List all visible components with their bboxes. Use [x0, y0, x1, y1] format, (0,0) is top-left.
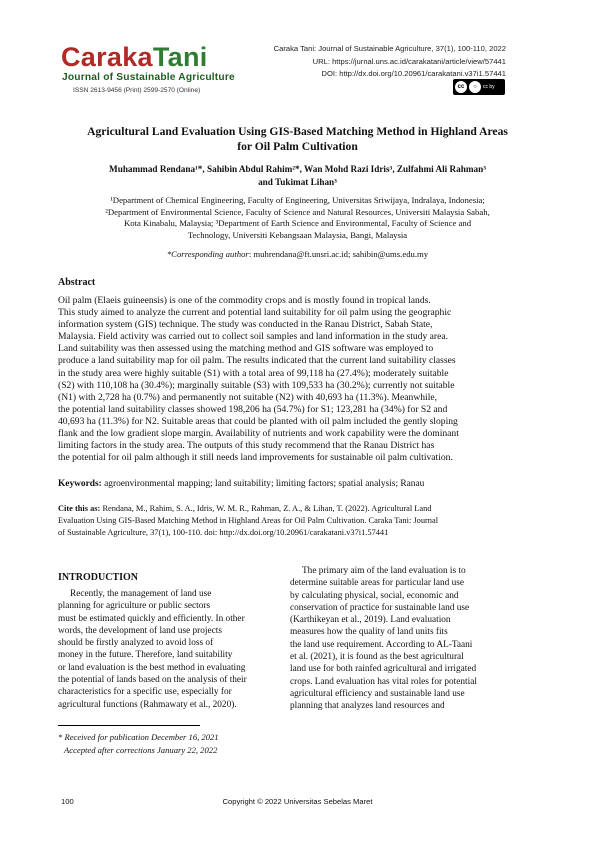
- intro-line: agricultural efficiency and sustainable land use: [290, 688, 465, 699]
- footnote-received: * Received for publication December 16, 2021: [58, 732, 219, 742]
- cite-line: Evaluation Using GIS-Based Matching Method in Highland Areas for Oil Palm Cultivation. Caraka Tani: Journal: [58, 516, 439, 526]
- abstract-line: the potential land suitability classes showed 198,206 ha (54.7%) for S1; 123,281 ha (34%) for S2 and: [58, 403, 448, 415]
- cite-line[interactable]: of Sustainable Agriculture, 37(1), 100-110. doi: http://dx.doi.org/10.20961/carakatani.v37i1.57441: [58, 528, 389, 538]
- abstract-line: Oil palm (Elaeis guineensis) is one of the commodity crops and is mostly found in tropical lands.: [58, 295, 431, 306]
- cite-this-as: [58, 503, 538, 540]
- affiliations: [58, 195, 537, 241]
- journal-logo: [61, 44, 208, 71]
- title-line: Agricultural Land Evaluation Using GIS-Based Matching Method in Highland Areas: [87, 125, 508, 138]
- article-doi[interactable]: DOI: http://dx.doi.org/10.20961/carakatani.v37i1.57441: [321, 69, 506, 78]
- intro-line: the land use requirement. According to AL-Taani: [290, 639, 473, 650]
- cc-icon: cc: [455, 81, 467, 93]
- intro-line: determine suitable areas for particular land use: [290, 578, 464, 589]
- footnote-accepted: Accepted after corrections January 22, 2022: [64, 744, 218, 755]
- footnote-divider: [58, 725, 200, 726]
- authors-line: and Tukimat Lihan³: [258, 177, 337, 187]
- abstract-line: information system (GIS) technique. The study was conducted in the Ranau District, Sabah State,: [58, 319, 433, 331]
- authors-line: Muhammad Rendana¹*, Sahibin Abdul Rahim²*, Wan Mohd Razi Idris³, Zulfahmi Ali Rahman³: [109, 164, 486, 174]
- title-line: for Oil Palm Cultivation: [237, 140, 358, 153]
- abstract-line: This study aimed to analyze the current and potential land suitability for oil palm using the geographic: [58, 307, 452, 319]
- cite-label: Cite this as:: [58, 504, 101, 513]
- abstract-line: produce a land suitability map for oil palm. The results indicated that the current land suitability classes: [58, 355, 456, 367]
- keywords-text: agroenvironmental mapping; land suitability; limiting factors; spatial analysis; Ranau: [101, 479, 425, 489]
- affiliation-line: Kota Kinabalu, Malaysia; ³Department of Earth Science and Environmental, Faculty of Science and: [123, 218, 472, 228]
- intro-line: must be estimated quickly and efficiently. In other: [58, 613, 245, 624]
- copyright: Copyright © 2022 Universitas Sebelas Maret: [222, 797, 373, 806]
- intro-line: money in the future. Therefore, land suitability: [58, 650, 233, 661]
- logo-part1: Caraka: [61, 42, 153, 72]
- cite-line: Rendana, M., Rahim, S. A., Idris, W. M. R., Rahman, Z. A., & Lihan, T. (2022). Agricultural Land: [100, 504, 432, 513]
- intro-left-column: [58, 588, 273, 711]
- abstract-line: (S2) with 110,108 ha (30.4%); marginally suitable (S3) with 109,533 ha (30.2%); currently not suitable: [58, 379, 455, 391]
- paper-title: [58, 124, 537, 154]
- affiliation-line: Technology, Universiti Kebangsaan Malaysia, Bangi, Malaysia: [187, 229, 408, 240]
- corresponding-label: *Corresponding author: [166, 249, 249, 259]
- abstract-line: limiting factors in the study area. The outputs of this study recommend that the Ranau District has: [58, 440, 435, 452]
- intro-line: by calculating physical, social, economic and: [290, 590, 459, 601]
- intro-line: planning that analyzes land resources and: [290, 701, 445, 712]
- keywords-label: Keywords:: [58, 479, 102, 489]
- abstract-line: 40,693 ha (11.3%) for N2. Suitable areas that could be planted with oil palm included the gently sloping: [58, 415, 458, 427]
- abstract-heading: Abstract: [58, 277, 96, 288]
- issn: ISSN 2613-9456 (Print) 2599-2570 (Online): [73, 87, 201, 94]
- intro-line: conservation of practice for sustainable land use: [290, 602, 470, 613]
- abstract-line: the potential for oil palm although it still needs land improvements for sustainable oil palm cultivation.: [58, 452, 453, 464]
- intro-right-column: [290, 565, 507, 713]
- logo-subtitle: Journal of Sustainable Agriculture: [62, 72, 235, 83]
- intro-line: characteristics for a specific use, especially for: [58, 687, 232, 698]
- affiliation-line: ²Department of Environmental Science, Faculty of Science and Natural Resources, Universiti Malaysia Sabah,: [105, 206, 490, 217]
- by-icon: ○: [469, 81, 481, 93]
- intro-line: The primary aim of the land evaluation is to: [302, 566, 466, 576]
- intro-line: (Karthikeyan et al., 2019). Land evaluation: [290, 615, 451, 626]
- intro-line: Recently, the management of land use: [70, 589, 212, 599]
- journal-citation-line: Caraka Tani: Journal of Sustainable Agriculture, 37(1), 100-110, 2022: [273, 44, 506, 53]
- abstract-line: flank and the low gradient slope margin. Availability of nutrients and work capability were the dominant: [58, 428, 459, 440]
- page-number: 100: [61, 797, 74, 806]
- intro-line: land use for both rainfed agricultural and irrigated: [290, 664, 477, 675]
- intro-line: the potential of lands based on the analysis of their: [58, 675, 247, 686]
- affiliation-line: ¹Department of Chemical Engineering, Faculty of Engineering, Universitas Sriwijaya, Indralaya, Indonesia;: [110, 195, 485, 205]
- keywords: [58, 478, 538, 490]
- footnote: [58, 731, 219, 756]
- intro-line: measures how the quality of land units fits: [290, 627, 448, 638]
- intro-line: agricultural functions (Rahmawaty et al., 2020).: [58, 699, 237, 710]
- corresponding-author: [58, 249, 537, 259]
- intro-line: words, the development of land use projects: [58, 625, 222, 636]
- intro-line: et al. (2021), it is found as the best agricultural: [290, 652, 464, 663]
- author-list: [58, 163, 537, 189]
- logo-part2: Tani: [152, 42, 208, 72]
- intro-line: or land evaluation is the best method in evaluating: [58, 662, 246, 673]
- intro-line: planning for agriculture or public sectors: [58, 601, 211, 612]
- abstract-line: (N1) with 2,728 ha (0.7%) and permanently not suitable (N2) with 40,693 ha (11.3%). Meanwhile,: [58, 391, 438, 403]
- abstract-line: Malaysia. Field activity was carried out to collect soil samples and land information in the study area.: [58, 331, 449, 343]
- introduction-heading: INTRODUCTION: [58, 572, 139, 583]
- article-url[interactable]: URL: https://jurnal.uns.ac.id/carakatani/article/view/57441: [312, 57, 506, 66]
- corresponding-emails[interactable]: : muhrendana@ft.unsri.ac.id; sahibin@ums.edu.my: [248, 249, 429, 259]
- intro-line: crops. Land evaluation has vital roles for potential: [290, 676, 477, 687]
- intro-line: should be firstly analyzed to avoid loss of: [58, 638, 214, 649]
- abstract-line: Land suitability was then assessed using the matching method and GIS software was employed to: [58, 343, 434, 355]
- license-label: cc by: [483, 84, 495, 90]
- abstract-body: [58, 295, 538, 464]
- cc-by-license-badge[interactable]: [453, 79, 505, 95]
- abstract-line: in the study area were highly suitable (S1) with a total area of 99,118 ha (27.4%); moderately suitable: [58, 367, 449, 379]
